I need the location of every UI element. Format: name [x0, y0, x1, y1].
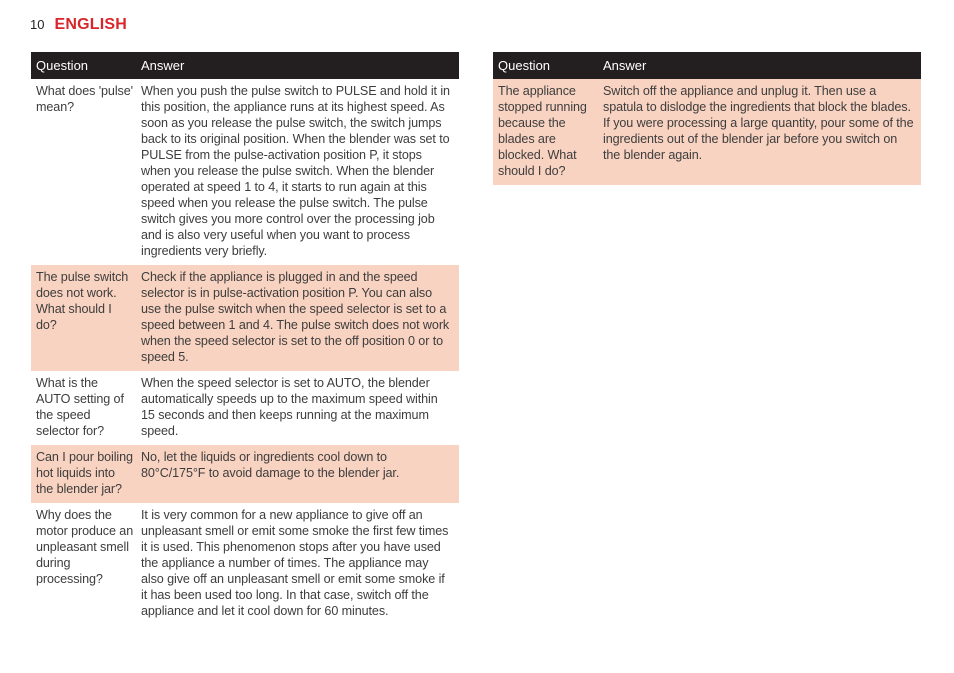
answer-cell: No, let the liquids or ingredients cool down to 80°C/175°F to avoid damage to the blender jar.: [136, 445, 459, 503]
table-row: [31, 79, 459, 265]
table-row: [31, 445, 459, 503]
table-row: [31, 265, 459, 371]
table-row: [31, 503, 459, 625]
question-cell: Why does the motor produce an unpleasant smell during processing?: [36, 508, 134, 586]
page-number: 10: [30, 17, 45, 32]
column-header-question: Question: [31, 52, 136, 79]
column-header-answer: Answer: [598, 52, 921, 79]
table-header-row: [31, 52, 459, 79]
question-cell: Can I pour boiling hot liquids into the blender jar?: [31, 445, 136, 503]
answer-cell: It is very common for a new appliance to give off an unpleasant smell or emit some smoke the first few times it is used. This phenomenon stops after you have used the appliance a number of times. The appliance may also give off an unpleasant smell or emit some smoke if it has been used too long. In that case, switch off the appliance and let it cool down for 60 minutes.: [141, 508, 449, 618]
table-row: [493, 79, 921, 185]
answer-cell: Check if the appliance is plugged in and the speed selector is in pulse-activation position P. You can also use the pulse switch when the speed selector is set to a speed between 1 and 4. The pulse switch does not work when the speed selector is set to the off position 0 or to speed 5.: [136, 265, 459, 371]
table-row: [31, 371, 459, 445]
question-cell: What does 'pulse' mean?: [36, 84, 133, 114]
faq-table-right: [493, 52, 921, 185]
section-title: ENGLISH: [54, 16, 127, 33]
table-header-row: [493, 52, 921, 79]
answer-cell: When you push the pulse switch to PULSE and hold it in this position, the appliance runs at its highest speed. As soon as you release the pulse switch, the switch jumps back to its original position. When the blender was set to PULSE from the pulse-activation position P, it stops when you release the pulse switch. When the blender operated at speed 1 to 4, it starts to run again at this speed when you release the pulse switch. The pulse switch gives you more control over the processing job and is also very useful when you want to process ingredients very briefly.: [141, 84, 450, 258]
answer-cell: When the speed selector is set to AUTO, the blender automatically speeds up to the maximum speed within 15 seconds and then keeps running at the maximum speed.: [141, 376, 438, 438]
question-cell: The pulse switch does not work. What should I do?: [31, 265, 136, 371]
column-header-answer: Answer: [136, 52, 459, 79]
page-header: [30, 16, 127, 38]
faq-table-left: [31, 52, 459, 625]
question-cell: The appliance stopped running because the blades are blocked. What should I do?: [493, 79, 598, 185]
column-header-question: Question: [493, 52, 598, 79]
answer-cell: Switch off the appliance and unplug it. Then use a spatula to dislodge the ingredients that block the blades. If you were processing a large quantity, pour some of the ingredients out of the blender jar before you switch on the blender again.: [598, 79, 921, 185]
question-cell: What is the AUTO setting of the speed selector for?: [36, 376, 124, 438]
